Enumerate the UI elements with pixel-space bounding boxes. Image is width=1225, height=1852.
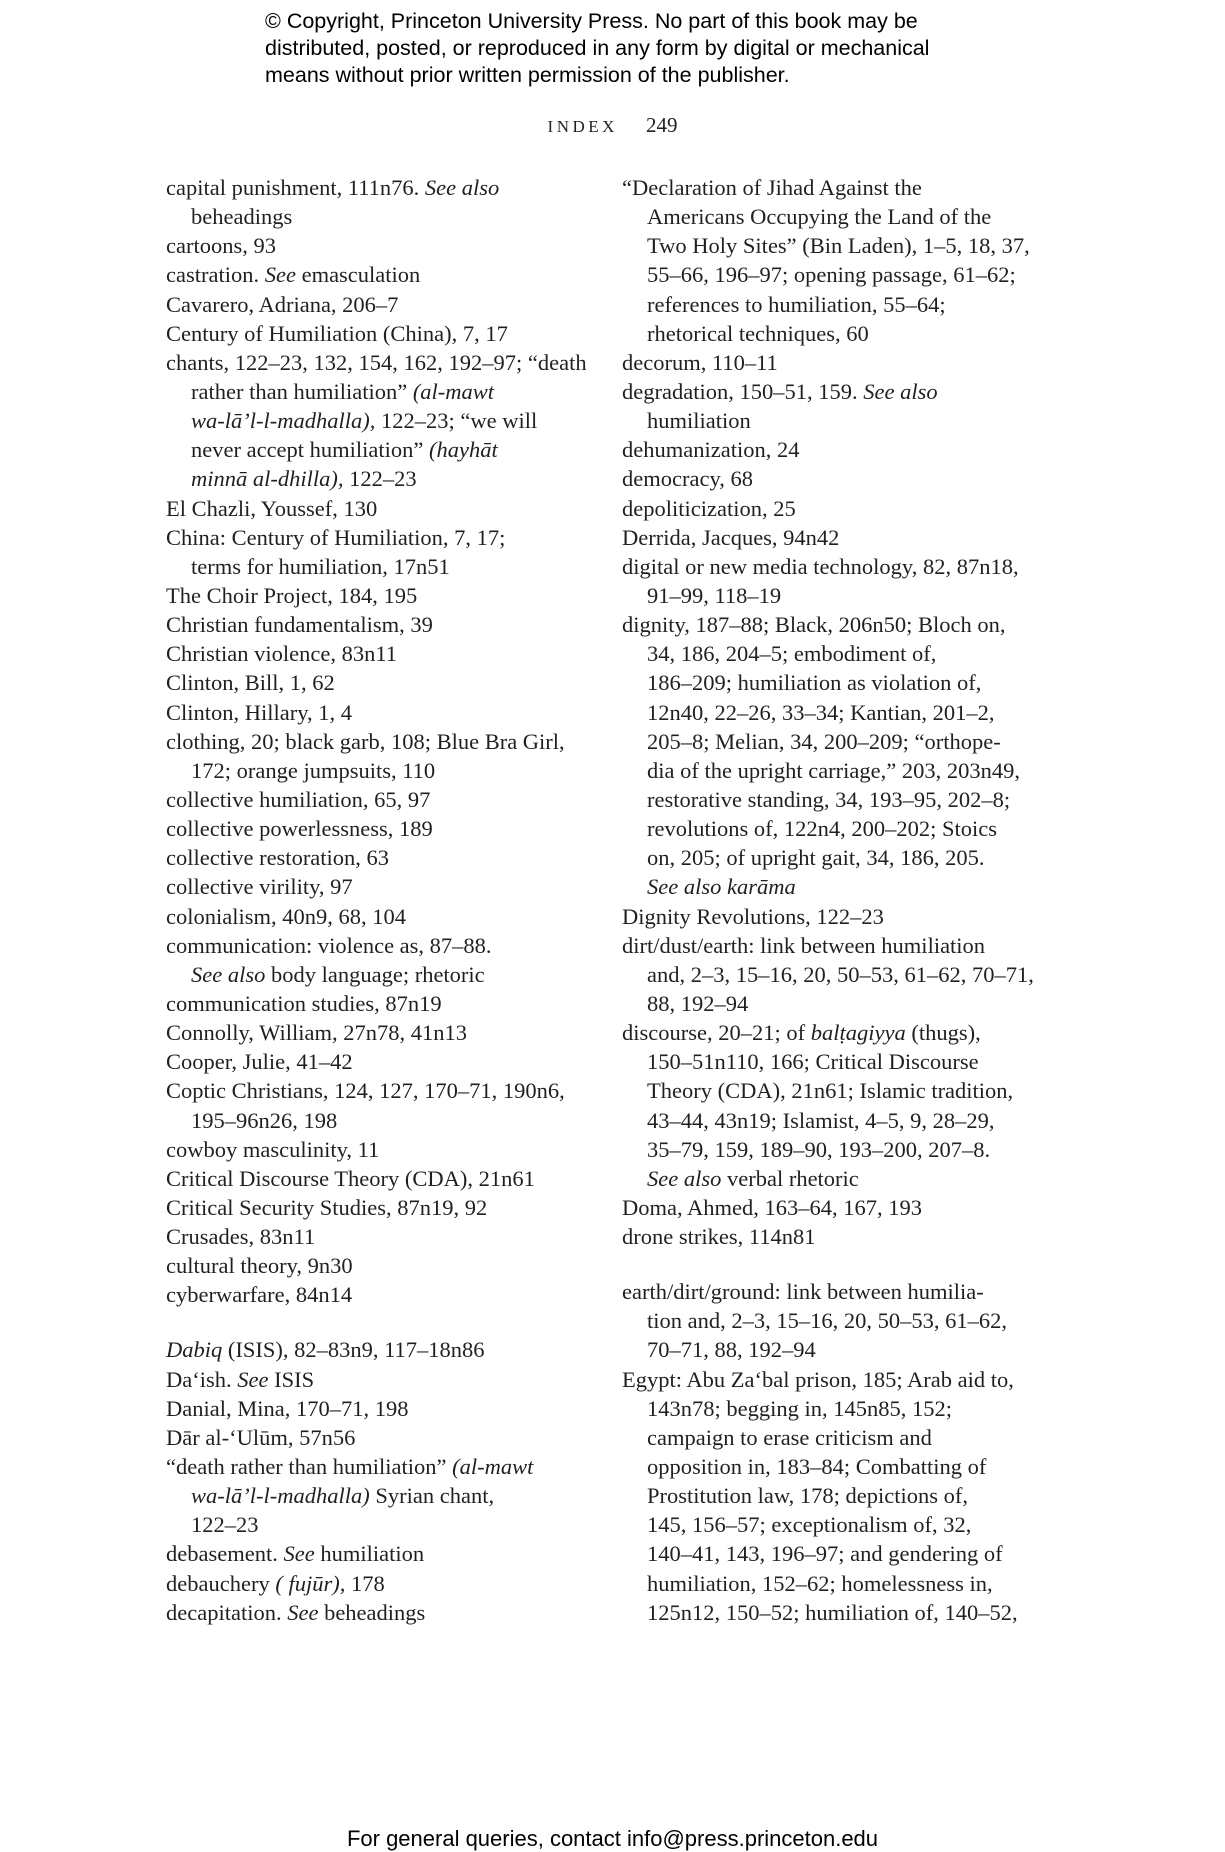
- index-line: [166, 698, 586, 727]
- index-text: 178: [345, 1570, 385, 1596]
- index-text: “Declaration of Jihad Against the: [622, 175, 922, 200]
- index-text: 205–8; Melian, 34, 200–209; “orthope-: [647, 728, 1001, 754]
- index-line: [622, 581, 1042, 610]
- index-line: [622, 960, 1042, 989]
- index-text: Egypt: Abu Za‘bal prison, 185; Arab aid to,: [622, 1366, 1014, 1392]
- index-text: Doma, Ahmed, 163–64, 167, 193: [622, 1194, 922, 1220]
- index-line: [166, 1510, 586, 1539]
- index-line: [622, 435, 1042, 464]
- index-text: 35–79, 159, 189–90, 193–200, 207–8.: [647, 1136, 991, 1162]
- index-line: [622, 1106, 1042, 1135]
- index-text-italic: wa-lā’l-l-madhalla),: [191, 408, 376, 434]
- index-text: 88, 192–94: [647, 990, 749, 1016]
- index-line: [166, 435, 586, 464]
- index-text: (thugs),: [905, 1020, 981, 1046]
- index-text: degradation, 150–51, 159.: [622, 378, 864, 404]
- index-line: [166, 406, 586, 435]
- index-text: revolutions of, 122n4, 200–202; Stoics: [647, 816, 997, 842]
- index-text: The Choir Project, 184, 195: [166, 582, 418, 608]
- index-line: [166, 377, 586, 406]
- index-text: 122–23; “we will: [375, 408, 538, 434]
- index-text: Dignity Revolutions, 122–23: [622, 903, 884, 929]
- index-line: [166, 785, 586, 814]
- index-line: [166, 902, 586, 931]
- index-text: 195–96n26, 198: [191, 1107, 338, 1133]
- index-line: [622, 989, 1042, 1018]
- index-text-italic: ( fujūr),: [275, 1570, 346, 1596]
- index-line: [622, 1277, 1042, 1306]
- index-line: [622, 377, 1042, 406]
- index-line: [622, 1335, 1042, 1364]
- index-line: [622, 406, 1042, 435]
- index-line: [622, 173, 1042, 202]
- page-number: 249: [645, 113, 678, 137]
- index-line: [166, 931, 586, 960]
- index-text: beheadings: [191, 204, 293, 230]
- index-line: [622, 290, 1042, 319]
- index-line: [622, 319, 1042, 348]
- index-line: [622, 202, 1042, 231]
- index-text: Syrian chant,: [369, 1483, 495, 1509]
- index-line: [622, 1423, 1042, 1452]
- index-text: rather than humiliation”: [191, 378, 413, 404]
- index-text: 145, 156–57; exceptionalism of, 32,: [647, 1512, 972, 1538]
- index-text: collective restoration, 63: [166, 845, 390, 871]
- index-line: [622, 1222, 1042, 1251]
- index-text: 186–209; humiliation as violation of,: [647, 670, 982, 696]
- index-line: [166, 1280, 586, 1309]
- index-line: [622, 1193, 1042, 1222]
- index-text: discourse, 20–21; of: [622, 1020, 811, 1046]
- index-text: collective virility, 97: [166, 874, 353, 900]
- index-text: collective powerlessness, 189: [166, 816, 433, 842]
- index-line: [166, 464, 586, 493]
- index-text: Cavarero, Adriana, 206–7: [166, 291, 399, 317]
- index-line: [166, 1135, 586, 1164]
- index-text: debauchery: [166, 1570, 276, 1596]
- index-text-italic: (hayhāt: [429, 437, 498, 463]
- index-text: Connolly, William, 27n78, 41n13: [166, 1020, 467, 1046]
- index-text-italic: See also karāma: [647, 874, 796, 900]
- index-text-italic: See: [283, 1541, 315, 1567]
- index-text-italic: minnā al-dhilla),: [191, 466, 344, 492]
- index-text: clothing, 20; black garb, 108; Blue Bra Girl,: [166, 728, 565, 754]
- index-text: Clinton, Hillary, 1, 4: [166, 699, 353, 725]
- index-line: [622, 843, 1042, 872]
- index-text: capital punishment, 111n76.: [166, 175, 425, 200]
- index-text: Clinton, Bill, 1, 62: [166, 670, 335, 696]
- index-text: Coptic Christians, 124, 127, 170–71, 190n6,: [166, 1078, 565, 1104]
- index-line: [622, 727, 1042, 756]
- index-text: tion and, 2–3, 15–16, 20, 50–53, 61–62,: [647, 1308, 1007, 1334]
- index-text: 43–44, 43n19; Islamist, 4–5, 9, 28–29,: [647, 1107, 995, 1133]
- copyright-line: © Copyright, Princeton University Press. No part of this book may be: [265, 9, 918, 33]
- index-line: [622, 1539, 1042, 1568]
- index-text: El Chazli, Youssef, 130: [166, 495, 378, 521]
- index-line: [622, 1481, 1042, 1510]
- index-text: dignity, 187–88; Black, 206n50; Bloch on,: [622, 612, 1006, 638]
- index-line: [166, 1481, 586, 1510]
- index-line: [166, 523, 586, 552]
- index-line: [166, 1569, 586, 1598]
- index-text: Two Holy Sites” (Bin Laden), 1–5, 18, 37,: [647, 233, 1030, 259]
- index-line: [166, 348, 586, 377]
- index-line: [622, 668, 1042, 697]
- index-text: 55–66, 196–97; opening passage, 61–62;: [647, 262, 1016, 288]
- index-line: [622, 610, 1042, 639]
- index-column-right: [622, 173, 1042, 1627]
- index-text: Critical Security Studies, 87n19, 92: [166, 1194, 488, 1220]
- index-line: [166, 1335, 586, 1364]
- index-text: decapitation.: [166, 1599, 288, 1625]
- index-text: never accept humiliation”: [191, 437, 430, 463]
- index-line: [622, 1365, 1042, 1394]
- index-text: castration.: [166, 262, 265, 288]
- index-line: [166, 1222, 586, 1251]
- index-text: Theory (CDA), 21n61; Islamic tradition,: [647, 1078, 1014, 1104]
- index-text: 91–99, 118–19: [647, 582, 782, 608]
- index-line: [622, 1164, 1042, 1193]
- index-text-italic: (al-mawt: [412, 378, 495, 404]
- index-text-italic: (al-mawt: [452, 1454, 534, 1480]
- index-text: Christian violence, 83n11: [166, 641, 397, 667]
- index-text: 122–23: [191, 1512, 259, 1538]
- index-line: [622, 1047, 1042, 1076]
- index-text: digital or new media technology, 82, 87n18,: [622, 553, 1019, 579]
- index-text-italic: See also: [191, 961, 266, 987]
- index-line: [166, 1539, 586, 1568]
- index-line: [166, 202, 586, 231]
- index-line: [166, 668, 586, 697]
- index-text: earth/dirt/ground: link between humilia-: [622, 1279, 984, 1305]
- index-line: [166, 1394, 586, 1423]
- index-line: [622, 931, 1042, 960]
- index-column-left: [166, 173, 586, 1627]
- index-text: Prostitution law, 178; depictions of,: [647, 1483, 969, 1509]
- index-text: 70–71, 88, 192–94: [647, 1337, 816, 1363]
- index-line: [622, 1018, 1042, 1047]
- index-line: [622, 756, 1042, 785]
- running-head: [0, 113, 1225, 138]
- index-text: opposition in, 183–84; Combatting of: [647, 1454, 987, 1480]
- index-text: 140–41, 143, 196–97; and gendering of: [647, 1541, 1003, 1567]
- index-text: campaign to erase criticism and: [647, 1424, 932, 1450]
- index-text: colonialism, 40n9, 68, 104: [166, 903, 406, 929]
- index-text-italic: See: [237, 1366, 269, 1392]
- index-line: [622, 1598, 1042, 1627]
- index-text: cyberwarfare, 84n14: [166, 1282, 353, 1308]
- index-text: debasement.: [166, 1541, 284, 1567]
- index-line: [166, 989, 586, 1018]
- index-line: [622, 785, 1042, 814]
- index-text-italic: Dabiq: [166, 1337, 223, 1363]
- index-line: [166, 1018, 586, 1047]
- index-line: [166, 1365, 586, 1394]
- index-text: body language; rhetoric: [265, 961, 485, 987]
- footer-contact: For general queries, contact info@press.princeton.edu: [346, 1826, 879, 1851]
- index-text: Danial, Mina, 170–71, 198: [166, 1395, 409, 1421]
- index-line: [166, 1164, 586, 1193]
- index-text-italic: See also: [647, 1165, 722, 1191]
- index-line: [166, 610, 586, 639]
- index-text: Critical Discourse Theory (CDA), 21n61: [166, 1165, 535, 1191]
- index-text: Crusades, 83n11: [166, 1224, 316, 1250]
- index-line: [166, 494, 586, 523]
- index-line: [166, 290, 586, 319]
- index-line: [166, 260, 586, 289]
- index-text: emasculation: [295, 262, 421, 288]
- index-text: cowboy masculinity, 11: [166, 1136, 380, 1162]
- copyright-notice: [265, 8, 1025, 89]
- index-text: 12n40, 22–26, 33–34; Kantian, 201–2,: [647, 699, 995, 725]
- index-line: [166, 552, 586, 581]
- index-line: [622, 523, 1042, 552]
- index-text: ISIS: [268, 1366, 315, 1392]
- index-text: Da‘ish.: [166, 1366, 238, 1392]
- index-line: [622, 231, 1042, 260]
- index-text: cartoons, 93: [166, 233, 276, 259]
- index-line: [622, 1510, 1042, 1539]
- index-text: Cooper, Julie, 41–42: [166, 1049, 353, 1075]
- index-line: [166, 756, 586, 785]
- copyright-line: distributed, posted, or reproduced in any form by digital or mechanical: [265, 36, 930, 60]
- index-text: chants, 122–23, 132, 154, 162, 192–97; “death: [166, 349, 587, 375]
- index-line: [622, 494, 1042, 523]
- index-line: [622, 1452, 1042, 1481]
- index-text: communication: violence as, 87–88.: [166, 932, 492, 958]
- index-line: [166, 1452, 586, 1481]
- index-line: [622, 1135, 1042, 1164]
- index-line: [166, 960, 586, 989]
- index-text: Century of Humiliation (China), 7, 17: [166, 320, 508, 346]
- index-text: (ISIS), 82–83n9, 117–18n86: [222, 1337, 485, 1363]
- index-line: [166, 581, 586, 610]
- running-head-title: INDEX: [547, 117, 618, 136]
- index-line: [622, 552, 1042, 581]
- index-text: Dār al-‘Ulūm, 57n56: [166, 1424, 356, 1450]
- index-line: [166, 639, 586, 668]
- index-text-italic: wa-lā’l-l-madhalla): [191, 1483, 370, 1509]
- index-text: Americans Occupying the Land of the: [647, 204, 992, 230]
- index-text: Christian fundamentalism, 39: [166, 612, 433, 638]
- index-text: humiliation: [647, 408, 751, 434]
- index-line: [166, 872, 586, 901]
- index-text: restorative standing, 34, 193–95, 202–8;: [647, 786, 1011, 812]
- index-line: [166, 1047, 586, 1076]
- index-text: beheadings: [318, 1599, 426, 1625]
- index-line: [166, 173, 586, 202]
- index-text: rhetorical techniques, 60: [647, 320, 869, 346]
- index-line: [622, 639, 1042, 668]
- index-text: drone strikes, 114n81: [622, 1224, 816, 1250]
- index-text: China: Century of Humiliation, 7, 17;: [166, 524, 506, 550]
- index-text: cultural theory, 9n30: [166, 1253, 353, 1279]
- index-text: humiliation: [314, 1541, 425, 1567]
- index-text: verbal rhetoric: [721, 1165, 859, 1191]
- index-line: [166, 319, 586, 348]
- index-text: decorum, 110–11: [622, 349, 778, 375]
- index-line: [622, 1394, 1042, 1423]
- index-text-italic: See: [287, 1599, 319, 1625]
- index-text: 122–23: [343, 466, 417, 492]
- index-text: 143n78; begging in, 145n85, 152;: [647, 1395, 952, 1421]
- index-line: [166, 814, 586, 843]
- index-line: [622, 1569, 1042, 1598]
- index-line: [622, 1306, 1042, 1335]
- index-text: communication studies, 87n19: [166, 990, 442, 1016]
- index-text: terms for humiliation, 17n51: [191, 553, 450, 579]
- index-line: [622, 902, 1042, 931]
- index-text-italic: See also: [424, 175, 500, 200]
- index-line: [166, 1251, 586, 1280]
- index-text: 125n12, 150–52; humiliation of, 140–52,: [647, 1599, 1018, 1625]
- index-line: [166, 1106, 586, 1135]
- index-line: [166, 231, 586, 260]
- index-text: 172; orange jumpsuits, 110: [191, 757, 436, 783]
- index-line: [622, 464, 1042, 493]
- index-text: on, 205; of upright gait, 34, 186, 205.: [647, 845, 985, 871]
- index-line: [166, 727, 586, 756]
- index-text: Derrida, Jacques, 94n42: [622, 524, 840, 550]
- index-text: references to humiliation, 55–64;: [647, 291, 946, 317]
- index-text: humiliation, 152–62; homelessness in,: [647, 1570, 993, 1596]
- index-line: [166, 1598, 586, 1627]
- index-text: 34, 186, 204–5; embodiment of,: [647, 641, 937, 667]
- index-text: “death rather than humiliation”: [166, 1454, 453, 1480]
- index-line: [166, 1193, 586, 1222]
- index-text: collective humiliation, 65, 97: [166, 786, 431, 812]
- index-text: 150–51n110, 166; Critical Discourse: [647, 1049, 979, 1075]
- index-line: [166, 1076, 586, 1105]
- index-text: and, 2–3, 15–16, 20, 50–53, 61–62, 70–71,: [647, 961, 1034, 987]
- index-line: [622, 872, 1042, 901]
- index-text: democracy, 68: [622, 466, 753, 492]
- index-text-italic: balṭagiyya: [810, 1020, 906, 1046]
- index-text: depoliticization, 25: [622, 495, 796, 521]
- index-line: [166, 1423, 586, 1452]
- index-line: [622, 260, 1042, 289]
- index-line: [622, 814, 1042, 843]
- index-text: dia of the upright carriage,” 203, 203n49,: [647, 757, 1021, 783]
- index-text-italic: See: [264, 262, 296, 288]
- index-text: dirt/dust/earth: link between humiliation: [622, 932, 986, 958]
- index-text: dehumanization, 24: [622, 437, 800, 463]
- index-line: [622, 698, 1042, 727]
- index-line: [166, 843, 586, 872]
- index-line: [622, 1076, 1042, 1105]
- index-line: [622, 348, 1042, 377]
- copyright-line: means without prior written permission of the publisher.: [265, 63, 790, 87]
- index-text-italic: See also: [863, 378, 938, 404]
